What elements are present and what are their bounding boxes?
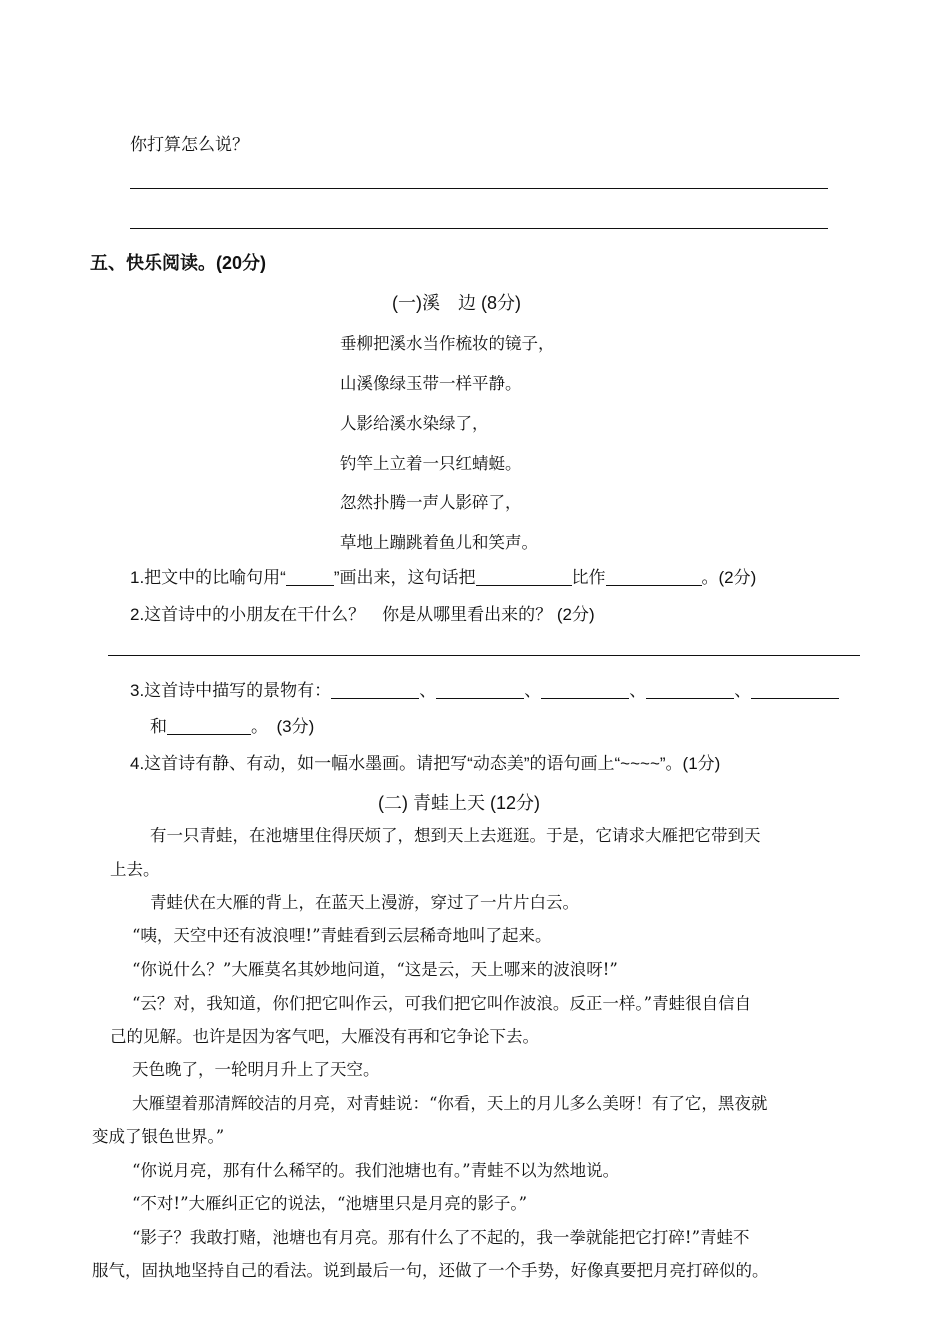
story-line: “影子？我敢打赌，池塘也有月亮。那有什么了不起的，我一拳就能把它打碎!”青蛙不 [132,1228,750,1247]
story-line: “咦，天空中还有波浪哩!”青蛙看到云层稀奇地叫了起来。 [132,926,552,945]
poem-line: 人影给溪水染绿了， [340,414,489,433]
answer-line-2 [130,228,828,229]
story-line: “你说什么？”大雁莫名其妙地问道，“这是云，天上哪来的波浪呀!” [132,960,618,979]
q2-answer-line [108,655,860,656]
section-title: 五、快乐阅读。(20分) [90,253,267,273]
q1-blank-subject[interactable] [476,569,572,586]
q3-separator: 、 [524,681,542,700]
story-line: 变成了银色世界。” [92,1127,225,1146]
q1-text-a: 1.把文中的比喻句用“ [130,568,286,587]
answer-line-1 [130,188,828,189]
question-2: 2.这首诗中的小朋友在干什么？ 你是从哪里看出来的？ (2分) [130,605,595,624]
q3-end: 。 (3分) [251,717,315,736]
story-line: 己的见解。也许是因为客气吧，大雁没有再和它争论下去。 [110,1027,539,1046]
q1-text-d: 。(2分) [701,568,757,587]
question-3 [130,676,839,701]
q3-blank[interactable] [436,682,524,699]
q3-separator: 、 [734,681,752,700]
q3-blank[interactable] [331,682,419,699]
q1-text-c: 比作 [571,568,606,587]
question-1 [130,563,756,588]
q1-text-b: ”画出来，这句话把 [333,568,476,587]
poem-line: 钓竿上立着一只红蜻蜓。 [340,454,522,473]
poem-line: 草地上蹦跳着鱼儿和笑声。 [340,533,538,552]
story-line: “你说月亮，那有什么稀罕的。我们池塘也有。”青蛙不以为然地说。 [132,1161,620,1180]
poem-line: 山溪像绿玉带一样平静。 [340,374,522,393]
q3-text-a: 3.这首诗中描写的景物有： [130,681,332,700]
q3-separator: 、 [629,681,647,700]
q1-blank-object[interactable] [606,569,702,586]
q3-separator: 、 [419,681,437,700]
q1-underline-blank[interactable] [286,569,334,586]
poem-line: 忽然扑腾一声人影碎了， [340,493,522,512]
story-line: 服气，固执地坚持自己的看法。说到最后一句，还做了一个手势，好像真要把月亮打碎似的。 [92,1261,769,1280]
story-line: 有一只青蛙，在池塘里住得厌烦了，想到天上去逛逛。于是，它请求大雁把它带到天 [150,826,761,845]
story-line: “云？对，我知道，你们把它叫作云，可我们把它叫作波浪。反正一样。”青蛙很自信自 [132,994,752,1013]
q3-blank[interactable] [646,682,734,699]
story-line: 大雁望着那清辉皎洁的月亮，对青蛙说：“你看，天上的月儿多么美呀！有了它，黑夜就 [132,1094,768,1113]
q3-blank[interactable] [751,682,839,699]
story-line: 青蛙伏在大雁的背上，在蓝天上漫游，穿过了一片片白云。 [150,893,579,912]
poem-line: 垂柳把溪水当作梳妆的镜子， [340,334,555,353]
story-line: “不对!”大雁纠正它的说法，“池塘里只是月亮的影子。” [132,1194,528,1213]
top-question: 你打算怎么说？ [130,135,249,154]
story-line: 上去。 [110,860,160,879]
part1-title: (一)溪 边 (8分) [392,293,521,313]
question-4: 4.这首诗有静、有动，如一幅水墨画。请把写“动态美”的语句画上“~~~~”。(1分) [130,754,721,773]
part2-title: (二) 青蛙上天 (12分) [378,793,540,813]
story-line: 天色晚了，一轮明月升上了天空。 [132,1060,380,1079]
q3-blank[interactable] [541,682,629,699]
q3-and: 和 [150,717,167,736]
question-3-cont [150,712,314,737]
q3-blank[interactable] [167,718,251,735]
